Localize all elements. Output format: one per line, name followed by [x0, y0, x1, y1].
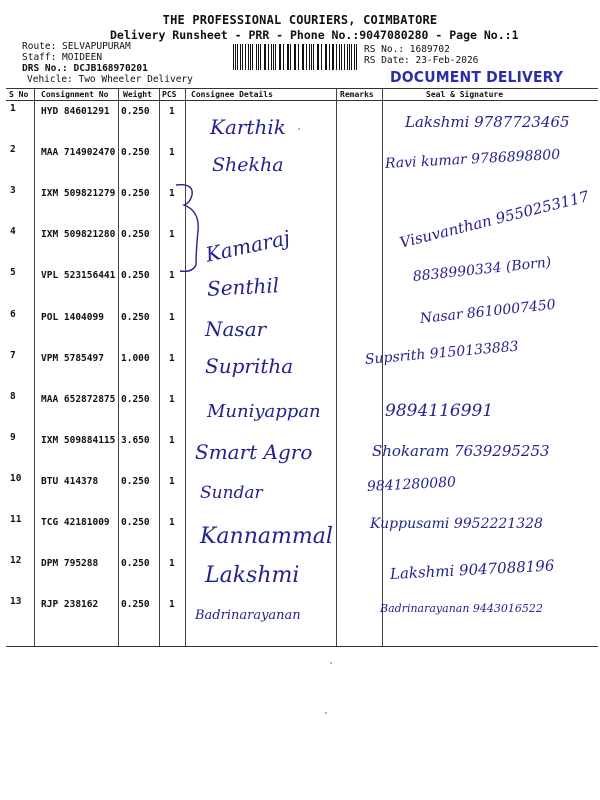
barcode-bar	[256, 44, 257, 70]
pcs-value: 1	[169, 434, 175, 446]
signature-handwritten: Badrinarayanan 9443016522	[380, 602, 543, 616]
serial-number: 2	[10, 144, 16, 156]
pcs-value: 1	[169, 475, 175, 487]
serial-number: 10	[10, 472, 22, 484]
col-header-signature: Seal & Signature	[426, 90, 504, 99]
serial-number: 4	[10, 226, 16, 238]
pcs-value: 1	[169, 270, 175, 282]
table-row	[6, 254, 598, 306]
signature-handwritten: Kuppusami 9952221328	[370, 516, 543, 532]
barcode-bar	[298, 44, 299, 70]
weight-value: 3.650	[121, 434, 150, 446]
signature-handwritten: 9894116991	[385, 400, 494, 421]
pcs-value: 1	[169, 558, 175, 570]
rs-date: RS Date: 23-Feb-2026	[364, 55, 479, 66]
weight-value: 0.250	[121, 517, 150, 528]
consignment-number: MAA 652872875	[41, 393, 116, 405]
weight-value: 0.250	[121, 599, 150, 611]
table-row	[6, 512, 598, 553]
serial-number: 3	[10, 185, 16, 197]
barcode-bar	[290, 44, 291, 70]
runsheet-subtitle: Delivery Runsheet - PRR - Phone No.:9047080280 - Page No.:1	[110, 28, 519, 42]
table-row	[6, 338, 598, 389]
consignee-handwritten: Kannammal	[200, 524, 333, 549]
consignment-number: DPM 795288	[41, 558, 99, 570]
signature-handwritten: Visuvanthan 9550253117	[397, 187, 591, 253]
signature-handwritten: Shokaram 7639295253	[372, 441, 550, 460]
drs-number: DRS No.: DCJB168970201	[22, 63, 148, 74]
signature-handwritten: Lakshmi 9047088196	[389, 556, 555, 584]
barcode-bar	[252, 44, 253, 70]
barcode-bar	[280, 44, 281, 70]
col-header-consignee: Consignee Details	[191, 90, 273, 99]
vehicle-label: Vehicle: Two Wheeler Delivery	[27, 74, 193, 85]
pcs-value: 1	[169, 599, 175, 611]
barcode-bar	[273, 44, 274, 70]
col-header-pcs: PCS	[162, 90, 177, 99]
pcs-value: 1	[169, 147, 175, 159]
serial-number: 7	[10, 349, 16, 361]
serial-number: 5	[10, 267, 16, 279]
consignment-number: HYD 84601291	[41, 106, 110, 117]
barcode-bar	[233, 44, 234, 70]
weight-value: 0.250	[121, 558, 150, 570]
weight-value: 0.250	[121, 475, 150, 487]
consignment-number: POL 1404099	[41, 311, 104, 323]
company-title: THE PROFESSIONAL COURIERS, COIMBATORE	[162, 13, 438, 27]
consignee-handwritten: Shekha	[212, 154, 284, 177]
pcs-value: 1	[169, 311, 175, 323]
consignment-number: IXM 509884115	[41, 434, 116, 446]
weight-value: 0.250	[121, 270, 150, 282]
table-row	[6, 101, 598, 142]
barcode-bar	[283, 44, 284, 70]
barcode-bar	[339, 44, 340, 70]
serial-number: 12	[10, 555, 22, 567]
weight-value: 0.250	[121, 229, 150, 241]
weight-value: 1.000	[121, 352, 150, 364]
barcode-bar	[313, 44, 314, 70]
pcs-value: 1	[169, 188, 175, 200]
consignment-number: RJP 238162	[41, 599, 99, 611]
pcs-value: 1	[169, 106, 175, 117]
signature-handwritten: Supsrith 9150133883	[364, 338, 520, 368]
barcode-bar	[303, 44, 304, 70]
barcode-bar	[311, 44, 312, 70]
table-row	[6, 471, 598, 512]
consignee-handwritten: Karthik	[210, 115, 286, 139]
barcode-bar	[356, 44, 357, 70]
col-header-remarks: Remarks	[340, 90, 374, 99]
pcs-value: 1	[169, 352, 175, 364]
barcode-bar	[326, 44, 327, 70]
barcode-bar	[260, 44, 261, 70]
barcode	[233, 44, 359, 70]
table-row	[6, 389, 598, 430]
col-header-weight: Weight	[123, 90, 152, 99]
consignee-handwritten: Supritha	[205, 353, 294, 378]
weight-value: 0.250	[121, 188, 150, 200]
rs-number: RS No.: 1689702	[364, 44, 450, 55]
barcode-bar	[268, 44, 269, 70]
serial-number: 6	[10, 308, 16, 320]
signature-handwritten: Nasar 8610007450	[419, 296, 557, 327]
signature-handwritten: 8838990334 (Born)	[412, 254, 552, 286]
barcode-bar	[240, 44, 241, 70]
staff-label: Staff: MOIDEEN	[22, 52, 103, 63]
col-header-consignment: Consignment No	[41, 90, 109, 99]
barcode-bar	[333, 44, 334, 70]
barcode-bar	[321, 44, 322, 70]
consignee-handwritten: Muniyappan	[207, 400, 321, 422]
pcs-value: 1	[169, 229, 175, 241]
runsheet-table	[6, 88, 598, 647]
consignee-handwritten: Nasar	[205, 316, 267, 341]
consignee-handwritten: Smart Agro	[195, 439, 313, 464]
table-row	[6, 594, 598, 635]
consignment-number: VPL 523156441	[41, 270, 116, 282]
col-header-sno: S No	[9, 90, 29, 99]
route-label: Route: SELVAPUPURAM	[22, 41, 131, 52]
weight-value: 0.250	[121, 147, 150, 159]
pcs-value: 1	[169, 393, 175, 405]
scan-dot	[325, 712, 327, 714]
consignee-handwritten: Kamaraj	[203, 225, 293, 267]
consignment-number: BTU 414378	[41, 475, 99, 487]
table-row	[6, 553, 598, 594]
table-row	[6, 142, 598, 183]
signature-handwritten: 9841280080	[366, 474, 457, 495]
signature-handwritten: Lakshmi 9787723465	[405, 113, 570, 131]
consignment-number: IXM 509821280	[41, 229, 116, 241]
weight-value: 0.250	[121, 106, 150, 117]
consignee-handwritten: Badrinarayanan	[195, 608, 301, 624]
pcs-value: 1	[169, 517, 175, 528]
weight-value: 0.250	[121, 393, 150, 405]
serial-number: 13	[10, 596, 22, 608]
serial-number: 11	[10, 514, 22, 525]
consignee-handwritten: Sundar	[200, 482, 263, 503]
signature-handwritten: Ravi kumar 9786898800	[384, 146, 561, 173]
consignment-number: IXM 509821279	[41, 188, 116, 200]
table-row	[6, 430, 598, 471]
serial-number: 1	[10, 103, 16, 114]
weight-value: 0.250	[121, 311, 150, 323]
consignee-handwritten: Senthil	[206, 273, 280, 302]
barcode-bar	[242, 44, 243, 70]
document-delivery-stamp: DOCUMENT DELIVERY	[390, 68, 564, 86]
consignee-handwritten: Lakshmi	[205, 563, 300, 589]
consignment-number: MAA 714902470	[41, 147, 116, 159]
scan-dot	[298, 128, 300, 130]
consignment-number: VPM 5785497	[41, 352, 104, 364]
scan-dot	[330, 662, 332, 664]
serial-number: 9	[10, 431, 16, 443]
consignment-number: TCG 42181009	[41, 517, 110, 528]
barcode-bar	[354, 44, 355, 70]
group-bracket	[170, 181, 210, 276]
barcode-bar	[347, 44, 348, 70]
serial-number: 8	[10, 390, 16, 402]
